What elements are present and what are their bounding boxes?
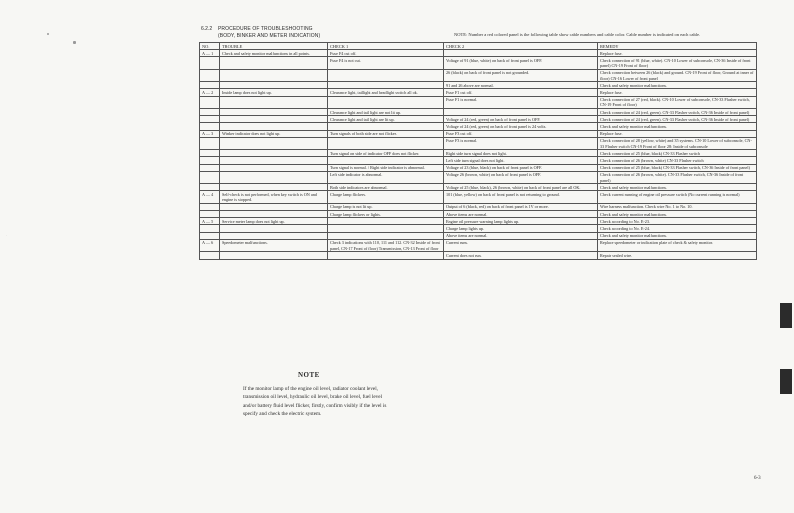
table-cell: Charge lamp flickers.: [328, 191, 444, 203]
note-line: and/or battery fluid level flicker, firstly, confirm visibly if the level is: [243, 402, 387, 409]
table-cell: [220, 150, 328, 157]
header-cell: REMEDY: [598, 43, 757, 50]
section-number: 6.2.2: [201, 26, 213, 32]
section-tab-marker: [780, 303, 792, 328]
table-cell: Check connection of 24 (red, green). CN-33 Flasher switch, CN-36 Inside of front panel): [598, 116, 757, 123]
table-cell: [200, 184, 220, 191]
table-cell: [328, 123, 444, 130]
table-cell: [220, 82, 328, 89]
table-cell: Replace fuse.: [598, 130, 757, 137]
table-cell: A — 1: [200, 50, 220, 57]
table-cell: [328, 225, 444, 232]
table-cell: Self-check is not performed, when key switch is ON and engine is stopped.: [220, 191, 328, 203]
table-row: [200, 232, 757, 239]
table-cell: Speedometer malfunctions.: [220, 239, 328, 251]
note-line: transmission oil level, hydraulic oil level, brake oil level, fuel level: [243, 394, 383, 401]
table-cell: Charge lamp is not lit up.: [328, 203, 444, 210]
table-cell: Charge lamp lights up.: [444, 225, 598, 232]
table-cell: Above items are normal.: [444, 211, 598, 218]
table-cell: [220, 137, 328, 149]
table-cell: [200, 171, 220, 183]
table-cell: Voltage of 23 (blue, black) on back of front panel is OFF.: [444, 164, 598, 171]
table-cell: Check connection between 26 (black) and ground. CN-19 Front of floor, Ground at inner of floor) CN-16 Lower of front panel: [598, 69, 757, 81]
table-cell: Check 3 indications with 110, 111 and 112. CN-32 Inside of front panel, CN-17 Front of floor) Transmission, CN-13 Front of floor: [328, 239, 444, 251]
table-cell: Turn signal is normal. / Right side indicator is abnormal.: [328, 164, 444, 171]
table-cell: Fuse F1 is normal.: [444, 96, 598, 108]
table-cell: [200, 82, 220, 89]
table-cell: 91 and 26 above are normal.: [444, 82, 598, 89]
table-body: [200, 50, 757, 259]
table-row: [200, 89, 757, 96]
table-cell: Wire harness malfunction. Check wire No. 1 to No. 10.: [598, 203, 757, 210]
table-cell: Replace speedometer or indication plate of check & safety monitor.: [598, 239, 757, 251]
table-cell: [444, 50, 598, 57]
table-cell: [220, 96, 328, 108]
table-row: [200, 218, 757, 225]
table-cell: [200, 116, 220, 123]
table-cell: Inside lamp does not light up.: [220, 89, 328, 96]
table-row: [200, 211, 757, 218]
table-row: [200, 130, 757, 137]
table-row: [200, 252, 757, 259]
table-cell: [220, 164, 328, 171]
table-cell: [200, 109, 220, 116]
table-cell: Replace fuse.: [598, 89, 757, 96]
table-cell: Service meter lamp does not light up.: [220, 218, 328, 225]
table-cell: [200, 164, 220, 171]
table-cell: Check current running of engine oil pressure switch (No current running is normal): [598, 191, 757, 203]
table-cell: Left side turn signal does not light.: [444, 157, 598, 164]
note-line: If the monitor lamp of the engine oil level, radiator coolant level,: [243, 386, 378, 392]
table-cell: Above items are normal.: [444, 232, 598, 239]
table-cell: [328, 232, 444, 239]
table-cell: 101 (blue, yellow) on back of front panel is not returning to ground.: [444, 191, 598, 203]
table-cell: Check and safety monitor malfunctions.: [598, 211, 757, 218]
table-cell: Voltage of 24 (red, green) on back of front panel is 24 volts.: [444, 123, 598, 130]
table-cell: Turn signal on side of indicator OFF does not flicker.: [328, 150, 444, 157]
table-cell: Voltage 26 (brown, white) on back of front panel is OFF.: [444, 171, 598, 183]
table-cell: [220, 123, 328, 130]
table-row: [200, 50, 757, 57]
table-cell: [200, 225, 220, 232]
table-row: [200, 96, 757, 108]
table-cell: A — 3: [200, 130, 220, 137]
table-cell: Both side indicators are abnormal.: [328, 184, 444, 191]
section-tab-marker: [780, 369, 792, 394]
table-cell: A — 2: [200, 89, 220, 96]
table-cell: [200, 123, 220, 130]
table-cell: Check and safety monitor malfunctions.: [598, 123, 757, 130]
table-cell: Output of 6 (black, red) on back of front panel is 1V or more.: [444, 203, 598, 210]
table-cell: A — 4: [200, 191, 220, 203]
table-cell: Check connection of 24 (red, green). CN-33 Flasher switch, CN-36 Inside of front panel): [598, 109, 757, 116]
scan-speck: [47, 33, 49, 35]
table-cell: Voltage of 91 (blue, white) on back of front panel is OFF.: [444, 57, 598, 69]
table-row: [200, 171, 757, 183]
table-cell: Current runs.: [444, 239, 598, 251]
header-note: NOTE: Number a red colored panel is the following table show cable numbers and cable color. Cable number is indicated on each cable.: [454, 32, 701, 37]
table-cell: [328, 157, 444, 164]
page-number: 6-3: [754, 476, 761, 481]
table-row: [200, 57, 757, 69]
table-cell: Check connection of 28 (yellow, white) and 35 systems. CN-10 Lower of subconsole, CN-33 Flasher switch CN-19 Front of floor 28: Inside of subconsole: [598, 137, 757, 149]
troubleshooting-table: [199, 42, 757, 260]
table-cell: [200, 96, 220, 108]
table-cell: Clearance light, taillight and headlight switch all ok.: [328, 89, 444, 96]
table-header-row: [200, 43, 757, 50]
table-cell: A — 6: [200, 239, 220, 251]
table-cell: [220, 232, 328, 239]
table-cell: Check connection of 25 (blue, black) CN-33 Flasher switch, CN-36 Inside of front panel): [598, 164, 757, 171]
note-title: NOTE: [298, 371, 320, 379]
table-cell: [220, 203, 328, 210]
table-cell: [328, 218, 444, 225]
table-row: [200, 164, 757, 171]
table-cell: Check connection of 27 (red, black). CN-10 Lower of subconsole, CN-33 Flasher switch, CN-19 Front of floor): [598, 96, 757, 108]
table-cell: Right side turn signal does not light.: [444, 150, 598, 157]
table-cell: Replace fuse.: [598, 50, 757, 57]
table-cell: [328, 82, 444, 89]
table-cell: Left side indicator is abnormal.: [328, 171, 444, 183]
table-cell: Current does not run.: [444, 252, 598, 259]
table-row: [200, 109, 757, 116]
table-cell: [220, 252, 328, 259]
table-cell: [200, 211, 220, 218]
header-cell: CHECK 2: [444, 43, 598, 50]
table-cell: A — 5: [200, 218, 220, 225]
table-cell: Check connection of 26 (brown, white). CN-33 Flasher switch, CN-36 Inside of front panel): [598, 171, 757, 183]
table-cell: [220, 184, 328, 191]
table-cell: Engine oil pressure warning lamp lights up.: [444, 218, 598, 225]
side-watermark-left: ·: [4, 235, 9, 237]
header-cell: CHECK 1: [328, 43, 444, 50]
table-cell: Winker indicator does not light up.: [220, 130, 328, 137]
table-cell: Voltage of 24 (red, green) on back of front panel is OFF.: [444, 116, 598, 123]
table-cell: [328, 252, 444, 259]
table-cell: Check connection of 25 (blue, black) CN-33 Flasher switch: [598, 150, 757, 157]
section-title: [218, 26, 320, 40]
table-cell: [200, 57, 220, 69]
table-cell: [200, 203, 220, 210]
table-cell: [200, 252, 220, 259]
table-cell: [220, 157, 328, 164]
scan-speck: [73, 41, 76, 44]
table-cell: Turn signals of both side are not flicker.: [328, 130, 444, 137]
table-cell: [220, 57, 328, 69]
note-body: [243, 385, 475, 419]
table-cell: Check according to No. E-24.: [598, 225, 757, 232]
table-row: [200, 82, 757, 89]
table-cell: [200, 157, 220, 164]
table-cell: [220, 171, 328, 183]
table-cell: Voltage of 25 (blue, black), 26 (brown, white) on back of front panel are all OK.: [444, 184, 598, 191]
table-row: [200, 157, 757, 164]
table-cell: Clearance light and tail light are not lit up.: [328, 109, 444, 116]
table-row: [200, 150, 757, 157]
table-cell: 26 (black) on back of front panel is not grounded.: [444, 69, 598, 81]
table-row: [200, 225, 757, 232]
table-cell: Fuse F4 is not cut.: [328, 57, 444, 69]
note-line: specify and check the electric system.: [243, 411, 322, 418]
table-cell: Check according to No. E-23.: [598, 218, 757, 225]
table-cell: [200, 69, 220, 81]
table-cell: Check and safety monitor malfunctions.: [598, 184, 757, 191]
table-cell: Charge lamp flickers or lights.: [328, 211, 444, 218]
table-cell: Fuse F4 cut off.: [328, 50, 444, 57]
table-row: [200, 239, 757, 251]
table-cell: Check connection of 26 (brown, white) CN-33 Flasher switch: [598, 157, 757, 164]
section-title-line2: (BODY, BINKER AND METER INDICATION): [218, 33, 321, 39]
table-cell: Check and safety monitor malfunctions.: [598, 232, 757, 239]
table-cell: Check and safety monitor malfunctions in all points.: [220, 50, 328, 57]
table-cell: Repair sealed wire.: [598, 252, 757, 259]
header-cell: NO.: [200, 43, 220, 50]
table-row: [200, 123, 757, 130]
section-title-line1: PROCEDURE OF TROUBLESHOOTING: [218, 26, 313, 32]
table-cell: Fuse F3 is normal.: [444, 137, 598, 149]
table-cell: [220, 225, 328, 232]
table-cell: Fuse F1 cut off.: [444, 89, 598, 96]
table-cell: [200, 137, 220, 149]
table-cell: Check and safety monitor malfunctions.: [598, 82, 757, 89]
table-cell: [444, 109, 598, 116]
table-cell: [328, 69, 444, 81]
table-cell: [220, 69, 328, 81]
table-row: [200, 69, 757, 81]
table-row: [200, 191, 757, 203]
table-cell: [200, 150, 220, 157]
table-cell: [328, 137, 444, 149]
table-cell: Fuse F3 cut off.: [444, 130, 598, 137]
table-cell: [200, 232, 220, 239]
table-cell: [220, 116, 328, 123]
table-row: [200, 116, 757, 123]
table-cell: [220, 109, 328, 116]
table-cell: [220, 211, 328, 218]
table-cell: Check connection of 91 (blue, white). CN-10 Lower of subconsole, CN-36 Inside of front panel) CN-19 Front of floor): [598, 57, 757, 69]
table-row: [200, 137, 757, 149]
table-cell: [328, 96, 444, 108]
table-row: [200, 184, 757, 191]
table-row: [200, 203, 757, 210]
table-cell: Clearance light and tail light are lit up.: [328, 116, 444, 123]
header-cell: TROUBLE: [220, 43, 328, 50]
